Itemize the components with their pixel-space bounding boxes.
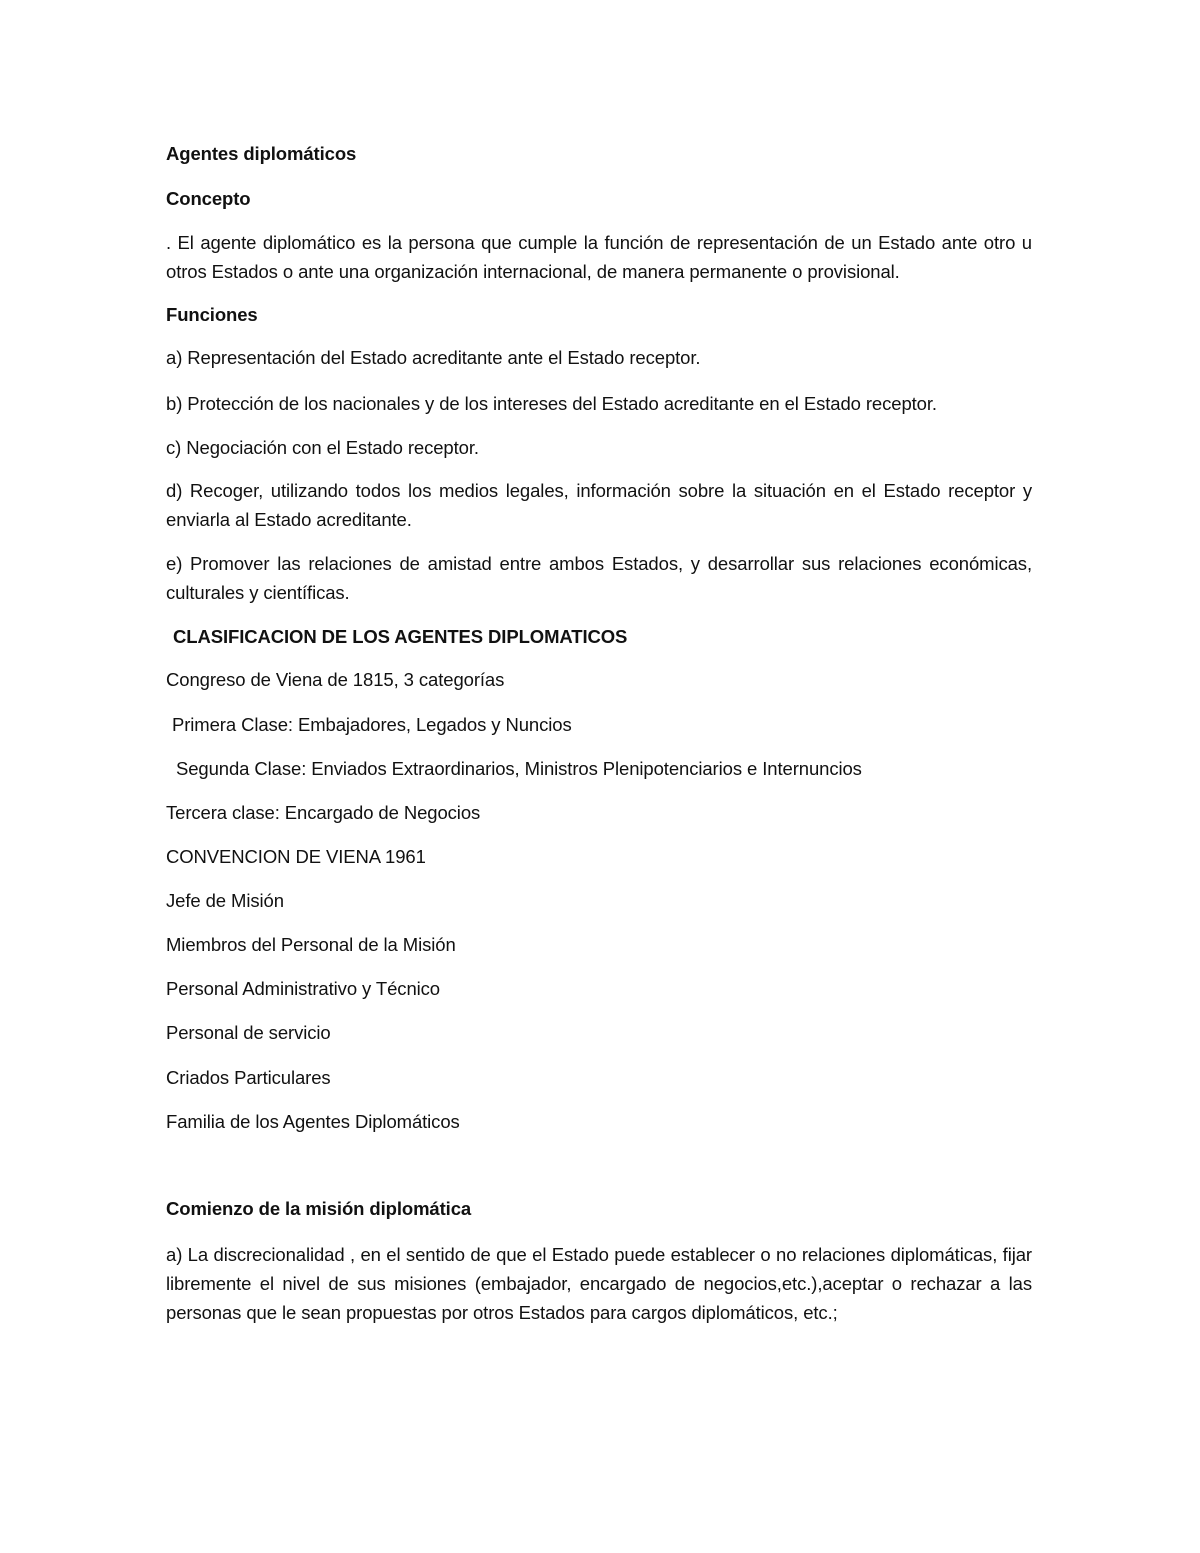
- convencion-item: Familia de los Agentes Diplomáticos: [166, 1111, 460, 1132]
- concepto-paragraph: . El agente diplomático es la persona que cumple la función de representación de un Estado ante otro u otros Estados o ante una organización internacional, de manera permanente o provisional.: [166, 232, 1032, 282]
- concepto-heading: Concepto: [166, 188, 251, 209]
- funcion-item-e: e) Promover las relaciones de amistad entre ambos Estados, y desarrollar sus relaciones económicas, culturales y científicas.: [166, 553, 1032, 603]
- convencion-item: Jefe de Misión: [166, 890, 284, 911]
- funcion-item-a: a) Representación del Estado acreditante ante el Estado receptor.: [166, 347, 701, 368]
- comienzo-heading: Comienzo de la misión diplomática: [166, 1198, 472, 1219]
- funcion-item-d: d) Recoger, utilizando todos los medios legales, información sobre la situación en el Estado receptor y enviarla al Estado acreditante.: [166, 480, 1032, 530]
- clasificacion-heading: CLASIFICACION DE LOS AGENTES DIPLOMATICOS: [173, 626, 628, 647]
- funcion-item-c: c) Negociación con el Estado receptor.: [166, 437, 479, 458]
- congreso-viena-line: Congreso de Viena de 1815, 3 categorías: [166, 669, 505, 690]
- convencion-item: Personal de servicio: [166, 1022, 331, 1043]
- comienzo-paragraph: a) La discrecionalidad , en el sentido de que el Estado puede establecer o no relaciones diplomáticas, fijar libremente el nivel de sus misiones (embajador, encargado de negocios,etc.),aceptar o rechazar a las personas que le sean propuestas por otros Estados para cargos diplomáticos, etc.;: [166, 1244, 1032, 1323]
- convencion-viena-line: CONVENCION DE VIENA 1961: [166, 846, 426, 867]
- segunda-clase-line: Segunda Clase: Enviados Extraordinarios, Ministros Plenipotenciarios e Internuncios: [176, 758, 862, 779]
- convencion-item: Criados Particulares: [166, 1067, 331, 1088]
- primera-clase-line: Primera Clase: Embajadores, Legados y Nuncios: [172, 714, 572, 735]
- tercera-clase-line: Tercera clase: Encargado de Negocios: [166, 802, 481, 823]
- convencion-item: Miembros del Personal de la Misión: [166, 934, 456, 955]
- document-title: Agentes diplomáticos: [166, 143, 357, 164]
- funcion-item-b: b) Protección de los nacionales y de los intereses del Estado acreditante en el Estado receptor.: [166, 393, 937, 414]
- convencion-item: Personal Administrativo y Técnico: [166, 978, 440, 999]
- funciones-heading: Funciones: [166, 304, 258, 325]
